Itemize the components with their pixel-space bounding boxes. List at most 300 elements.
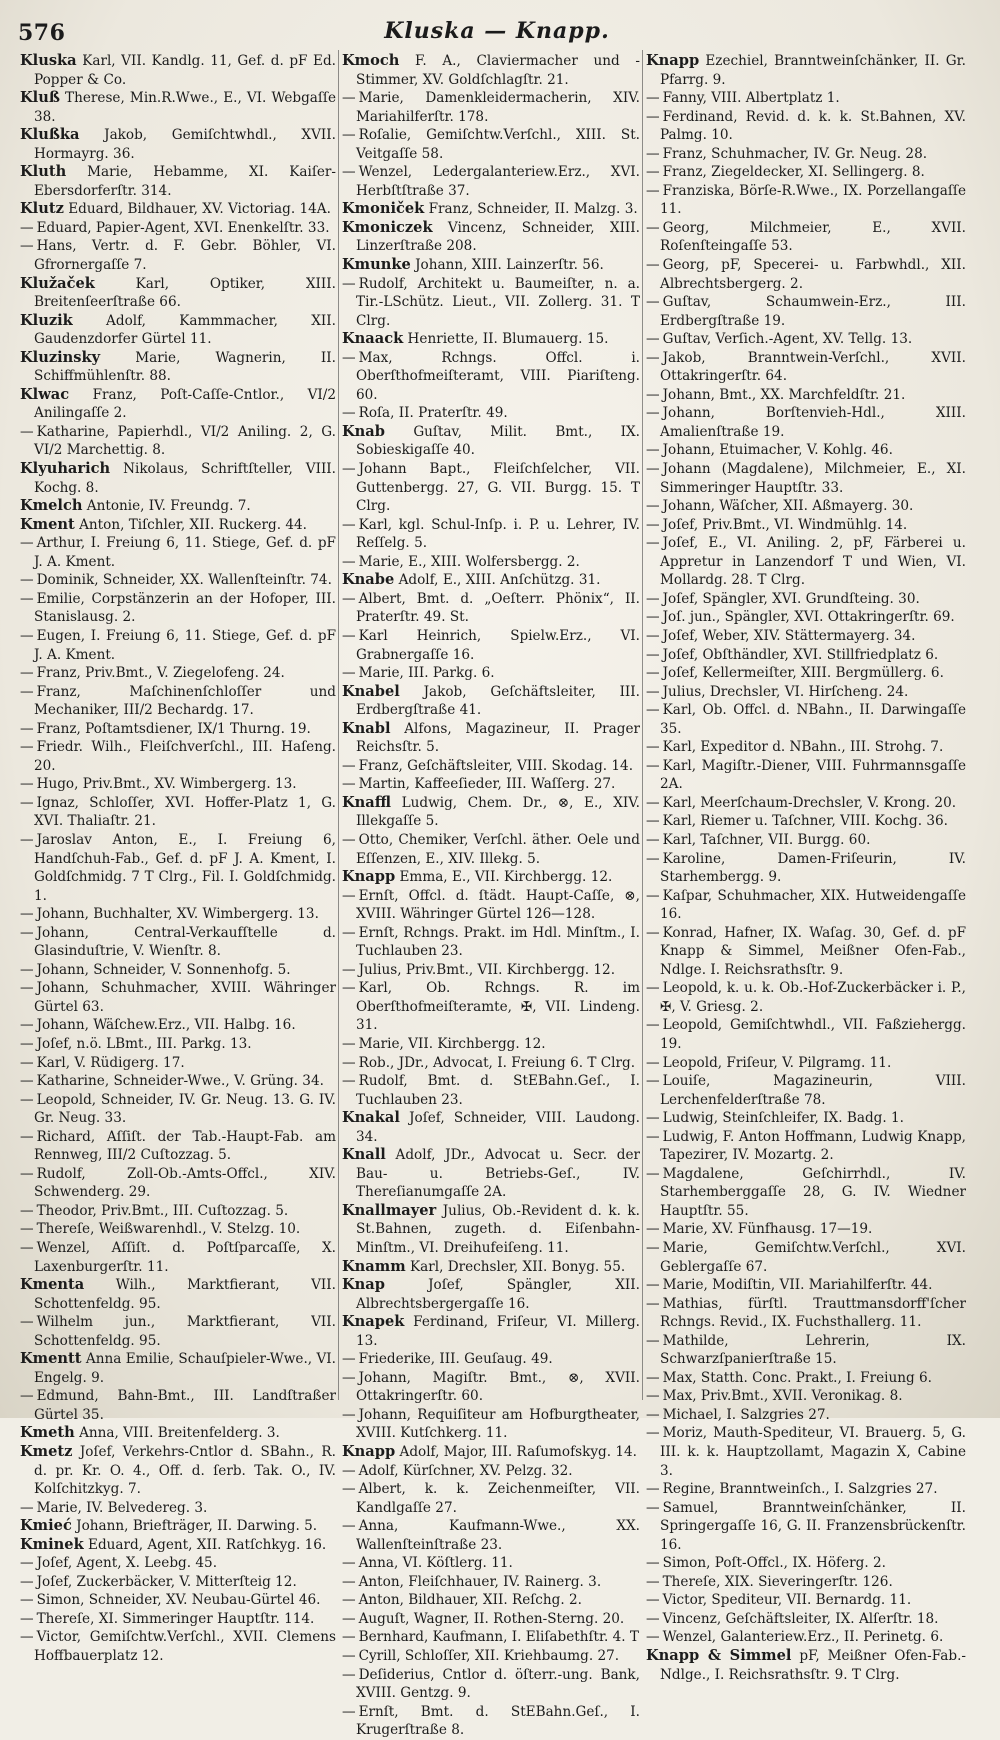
- entry-details: Johann, Requiſiteur am Hofburgtheater, XVIII. Kutſchkerg. 11.: [356, 1406, 640, 1442]
- entry-details: Franz, Geſchäftsleiter, VIII. Skodag. 14.: [358, 757, 634, 774]
- directory-entry: [342, 330, 640, 349]
- dash-marker: —: [646, 887, 660, 904]
- dash-marker: —: [342, 924, 356, 941]
- entry-details: Magdalene, Geſchirrhdl., IV. Starhemberggaſſe 28, G. IV. Wiedner Hauptſtr. 55.: [660, 1165, 966, 1219]
- directory-entry: [646, 664, 966, 683]
- entry-surname: Kluska: [20, 52, 77, 69]
- directory-entry: [20, 1387, 336, 1424]
- dash-marker: —: [20, 776, 34, 793]
- entry-details: Henriette, II. Blumauerg. 15.: [407, 331, 609, 348]
- directory-entry: [342, 1369, 640, 1406]
- entry-details: Guſtav, Milit. Bmt., IX. Sobieskigaſſe 40.: [356, 423, 640, 459]
- directory-entry: [342, 1628, 640, 1647]
- entry-details: Johann, Etuimacher, V. Kohlg. 46.: [662, 442, 893, 459]
- directory-entry: [646, 1128, 966, 1165]
- entry-details: Karl, Ob. Offcl. d. NBahn., II. Darwingaſſe 35.: [660, 702, 966, 737]
- entry-details: Anna, VI. Köſtlerg. 11.: [358, 1555, 513, 1572]
- entry-details: Joſef, Spängler, XII. Albrechtsbergergaſſe 16.: [356, 1277, 640, 1312]
- entry-details: Johann, Wäſcher, XII. Aßmayerg. 30.: [662, 498, 914, 515]
- dash-marker: —: [342, 1035, 356, 1052]
- dash-marker: —: [646, 1017, 660, 1034]
- entry-details: Julius, Drechsler, VI. Hirſcheng. 24.: [662, 683, 909, 700]
- directory-entry: [342, 1647, 640, 1666]
- dash-marker: —: [20, 1017, 34, 1034]
- entry-surname: Kluth: [20, 163, 67, 181]
- column-3: [646, 52, 967, 1683]
- entry-details: Bernhard, Kaufmann, I. Eliſabethſtr. 4. T: [358, 1629, 640, 1646]
- directory-entry: [342, 979, 640, 1035]
- entry-surname: Knaffl: [342, 793, 392, 811]
- entry-details: Simon, Poſt-Offcl., IX. Höferg. 2.: [662, 1555, 886, 1572]
- entry-details: Joſef, Schneider, VIII. Laudong. 34.: [356, 1110, 640, 1145]
- directory-entry: [20, 534, 336, 571]
- directory-entry: [342, 1443, 640, 1462]
- entry-details: Franz, Priv.Bmt., V. Ziegelofeng. 24.: [36, 665, 285, 682]
- entry-details: Wilh., Marktfierant, VII. Schottenfeldg. 95.: [34, 1277, 336, 1312]
- directory-entry: [646, 850, 966, 887]
- entry-details: Regine, Branntweinſch., I. Salzgries 27.: [662, 1481, 938, 1498]
- dash-marker: —: [342, 1518, 356, 1535]
- dash-marker: —: [342, 553, 356, 570]
- directory-entry: [342, 1554, 640, 1573]
- dash-marker: —: [646, 627, 660, 644]
- directory-entry: [342, 887, 640, 924]
- entry-details: Ernſt, Rchngs. Prakt. im Hdl. Minſtm., I. Tuchlauben 23.: [356, 924, 640, 960]
- entry-details: Adolf, E., XIII. Anſchützg. 31.: [398, 572, 601, 589]
- directory-entry: [20, 1016, 336, 1035]
- entry-details: Rob., JDr., Advocat, I. Freiung 6. T Clrg.: [358, 1054, 636, 1071]
- entry-surname: Kmentt: [20, 1350, 82, 1368]
- dash-marker: —: [646, 794, 660, 811]
- dash-marker: —: [646, 1406, 660, 1423]
- directory-entry: [646, 887, 966, 924]
- dash-marker: —: [646, 757, 660, 774]
- entry-surname: Kluzik: [20, 311, 73, 329]
- entry-details: Martin, Kaffeeſieder, III. Waſſerg. 27.: [358, 776, 616, 793]
- directory-entry: [20, 1091, 336, 1128]
- entry-details: Johann, Wäſchew.Erz., VII. Halbg. 16.: [36, 1017, 296, 1034]
- directory-entry: [342, 1054, 640, 1073]
- entry-details: Joſef, Zuckerbäcker, V. Mitterſteig 12.: [36, 1573, 297, 1590]
- directory-entry: [20, 1313, 336, 1350]
- entry-details: Franz, Poſtamtsdiener, IX/1 Thurng. 19.: [36, 720, 311, 737]
- dash-marker: —: [342, 1666, 356, 1683]
- entry-details: Jakob, Geſchäftsleiter, III. Erdbergſtraße 41.: [356, 683, 640, 719]
- dash-marker: —: [20, 1128, 34, 1145]
- dash-marker: —: [342, 1555, 356, 1572]
- directory-entry: [20, 1517, 336, 1536]
- dash-marker: —: [646, 1388, 660, 1405]
- directory-entry: [342, 868, 640, 887]
- directory-entry: [20, 1072, 336, 1091]
- directory-entry: [646, 794, 966, 813]
- directory-entry: [646, 89, 966, 108]
- dash-marker: —: [646, 108, 660, 125]
- dash-marker: —: [646, 739, 660, 756]
- directory-entry: [20, 497, 336, 516]
- dash-marker: —: [646, 498, 660, 515]
- entry-details: Marie, Damenkleidermacherin, XIV. Mariahilferſtr. 178.: [356, 90, 640, 125]
- entry-surname: Klwac: [20, 385, 70, 403]
- entry-details: Roſalie, Gemiſchtw.Verſchl., XIII. St. Veitgaſſe 58.: [356, 127, 640, 162]
- directory-entry: [20, 664, 336, 683]
- directory-entry: [20, 1424, 336, 1443]
- entry-details: Anna, VIII. Breitenfelderg. 3.: [79, 1425, 280, 1442]
- directory-entry: [342, 627, 640, 664]
- directory-entry: [20, 275, 336, 312]
- entry-details: Johann, Magiſtr. Bmt., ⊗, XVII. Ottakringerſtr. 60.: [356, 1369, 640, 1405]
- entry-details: Joſef, Weber, XIV. Stättermayerg. 34.: [662, 627, 916, 644]
- entry-details: Guſtav, Verſich.-Agent, XV. Tellg. 13.: [662, 331, 913, 348]
- directory-entry: [646, 683, 966, 702]
- directory-entry: [646, 145, 966, 164]
- entry-surname: Kment: [20, 515, 75, 533]
- directory-entry: [20, 1220, 336, 1239]
- entry-details: Rudolf, Architekt u. Baumeiſter, n. a. Tir.-LSchütz. Lieut., VII. Zollerg. 31. T Clrg.: [356, 275, 640, 329]
- entry-surname: Knap: [342, 1276, 385, 1294]
- entry-details: Emma, E., VII. Kirchbergg. 12.: [399, 869, 613, 886]
- directory-entry: [342, 1591, 640, 1610]
- directory-entry: [646, 1499, 966, 1555]
- entry-details: Franziska, Börſe-R.Wwe., IX. Porzellangaſſe 11.: [660, 182, 966, 218]
- directory-entry: [20, 961, 336, 980]
- dash-marker: —: [20, 1555, 34, 1572]
- column-2: [342, 52, 641, 1739]
- dash-marker: —: [342, 757, 356, 774]
- dash-marker: —: [646, 1610, 660, 1627]
- dash-marker: —: [20, 665, 34, 682]
- entry-details: Friedr. Wilh., Fleiſchverſchl., III. Haſeng. 20.: [34, 739, 336, 774]
- entry-surname: Kmeth: [20, 1424, 75, 1442]
- directory-entry: [20, 1573, 336, 1592]
- dash-marker: —: [646, 257, 660, 274]
- directory-entry: [20, 237, 336, 274]
- entry-details: Joſef, Spängler, XVI. Grundſteing. 30.: [662, 590, 920, 607]
- directory-entry: [20, 979, 336, 1016]
- dash-marker: —: [342, 461, 356, 478]
- entry-details: Katharine, Schneider-Wwe., V. Grüng. 34.: [36, 1073, 324, 1090]
- dash-marker: —: [20, 238, 34, 255]
- entry-surname: Kluß: [20, 89, 60, 107]
- entry-details: Victor, Gemiſchtw.Verſchl., XVII. Clemens Hoffbauerplatz 12.: [34, 1629, 336, 1665]
- directory-entry: [342, 1666, 640, 1703]
- entry-details: Fanny, VIII. Albertplatz 1.: [662, 90, 840, 107]
- directory-entry: [20, 1499, 336, 1518]
- directory-entry: [646, 108, 966, 145]
- dash-marker: —: [342, 1073, 356, 1090]
- dash-marker: —: [646, 850, 660, 867]
- entry-surname: Klyuharich: [20, 460, 111, 478]
- directory-entry: [20, 1610, 336, 1629]
- directory-entry: [20, 1554, 336, 1573]
- directory-entry: [342, 1573, 640, 1592]
- entry-surname: Knabe: [342, 571, 395, 589]
- directory-entry: [20, 1591, 336, 1610]
- directory-entry: [646, 812, 966, 831]
- directory-entry: [20, 571, 336, 590]
- directory-entry: [646, 516, 966, 535]
- entry-details: Theodor, Priv.Bmt., III. Cuſtozzag. 5.: [36, 1202, 289, 1219]
- dash-marker: —: [646, 831, 660, 848]
- directory-entry: [20, 720, 336, 739]
- directory-entry: [646, 1591, 966, 1610]
- directory-entry: [342, 219, 640, 256]
- dash-marker: —: [342, 1369, 356, 1386]
- entry-details: Franz, Schneider, II. Malzg. 3.: [428, 201, 638, 218]
- directory-entry: [646, 1406, 966, 1425]
- directory-entry: [20, 460, 336, 497]
- entry-details: Adolf, Kammmacher, XII. Gaudenzdorfer Gürtel 11.: [34, 312, 336, 348]
- entry-details: Adolf, Kürſchner, XV. Pelzg. 32.: [358, 1462, 573, 1479]
- entry-details: Anton, Bildhauer, XII. Reſchg. 2.: [358, 1592, 582, 1609]
- entry-details: Vincenz, Schneider, XIII. Linzerſtraße 208.: [356, 219, 640, 255]
- directory-entry: [342, 404, 640, 423]
- directory-entry: [646, 441, 966, 460]
- directory-entry: [646, 1573, 966, 1592]
- directory-entry: [20, 312, 336, 349]
- directory-entry: [342, 1035, 640, 1054]
- directory-entry: [646, 293, 966, 330]
- entry-details: Anton, Tiſchler, XII. Ruckerg. 44.: [79, 516, 307, 533]
- directory-entry: [342, 1202, 640, 1258]
- directory-entry: [20, 794, 336, 831]
- directory-entry: [646, 163, 966, 182]
- entry-details: Leopold, Friſeur, V. Pilgramg. 11.: [662, 1054, 892, 1071]
- entry-details: Victor, Spediteur, VII. Bernardg. 11.: [662, 1592, 912, 1609]
- dash-marker: —: [342, 516, 356, 533]
- entry-details: Joſef, Verkehrs-Cntlor d. SBahn., R. d. pr. Kr. O. 4., Off. d. ſerb. Tak. O., IV. Kolſchitzkyg. 7.: [34, 1444, 336, 1498]
- entry-details: Ferdinand, Revid. d. k. k. St.Bahnen, XV. Palmg. 10.: [660, 108, 966, 144]
- dash-marker: —: [20, 1573, 34, 1590]
- directory-entry: [646, 1647, 966, 1684]
- directory-entry: [646, 1554, 966, 1573]
- entry-details: Julius, Priv.Bmt., VII. Kirchbergg. 12.: [358, 961, 616, 978]
- entry-details: Kaſpar, Schuhmacher, XIX. Hutweidengaſſe 16.: [660, 887, 966, 923]
- entry-details: Thereſe, XI. Simmeringer Hauptſtr. 114.: [36, 1610, 315, 1627]
- directory-entry: [646, 1109, 966, 1128]
- entry-details: Marie, VII. Kirchbergg. 12.: [358, 1035, 546, 1052]
- entry-details: Max, Rchngs. Offcl. i. Oberſthofmeiſteramt, VIII. Piariſteng. 60.: [356, 349, 640, 403]
- entry-details: Marie, III. Parkg. 6.: [358, 665, 495, 682]
- entry-details: Moriz, Mauth-Spediteur, VI. Brauerg. 5, G. III. k. k. Hauptzollamt, Magazin X, Cabine 3.: [660, 1425, 966, 1479]
- dash-marker: —: [646, 294, 660, 311]
- entry-details: Johann (Magdalene), Milchmeier, E., XI. Simmeringer Hauptſtr. 33.: [660, 461, 966, 496]
- dash-marker: —: [646, 665, 660, 682]
- entry-details: Konrad, Hafner, IX. Waſag. 30, Gef. d. pF Knapp & Simmel, Meißner Ofen-Fab., Ndlge. I. Reichsrathsſtr. 9.: [660, 924, 966, 978]
- directory-entry: [342, 1703, 640, 1740]
- dash-marker: —: [646, 1054, 660, 1071]
- entry-details: Karl, V. Rüdigerg. 17.: [36, 1054, 185, 1071]
- entry-surname: Knapp: [342, 1443, 396, 1461]
- dash-marker: —: [342, 349, 356, 366]
- entry-details: Max, Priv.Bmt., XVII. Veronikag. 8.: [662, 1388, 903, 1405]
- dash-marker: —: [342, 1481, 356, 1498]
- directory-entry: [646, 646, 966, 665]
- dash-marker: —: [646, 164, 660, 181]
- directory-entry: [646, 219, 966, 256]
- entry-details: Franz, Maſchinenſchloſſer und Mechaniker, III/2 Bechardg. 17.: [34, 683, 336, 719]
- directory-entry: [342, 1406, 640, 1443]
- dash-marker: —: [646, 1499, 660, 1516]
- dash-marker: —: [20, 1240, 34, 1256]
- dash-marker: —: [646, 1425, 660, 1442]
- entry-details: Adolf, Major, III. Raſumofskyg. 14.: [399, 1444, 637, 1461]
- dash-marker: —: [646, 219, 660, 236]
- entry-details: Anna, Kaufmann-Wwe., XX. Wallenſteinſtraße 23.: [356, 1518, 640, 1553]
- entry-details: Leopold, Gemiſchtwhdl., VII. Faßziehergg. 19.: [660, 1017, 966, 1052]
- dash-marker: —: [646, 924, 660, 941]
- dash-marker: —: [646, 535, 660, 552]
- entry-details: Eduard, Bildhauer, XV. Victoriag. 14A.: [68, 201, 331, 218]
- directory-entry: [646, 738, 966, 757]
- directory-entry: [20, 924, 336, 961]
- directory-entry: [646, 1276, 966, 1295]
- dash-marker: —: [646, 702, 660, 719]
- directory-entry: [342, 775, 640, 794]
- dash-marker: —: [342, 405, 356, 422]
- dash-marker: —: [20, 1035, 34, 1052]
- directory-entry: [20, 1165, 336, 1202]
- directory-entry: [20, 1035, 336, 1054]
- directory-entry: [20, 1443, 336, 1499]
- entry-surname: Kminek: [20, 1535, 84, 1553]
- dash-marker: —: [646, 980, 660, 997]
- directory-entry: [646, 757, 966, 794]
- directory-entry: [646, 979, 966, 1016]
- directory-entry: [646, 1165, 966, 1221]
- directory-entry: [342, 275, 640, 331]
- entry-details: Eugen, I. Freiung 6, 11. Stiege, Gef. d. pF J. A. Kment.: [34, 627, 336, 663]
- entry-details: Johann Bapt., Fleiſchſelcher, VII. Guttenbergg. 27, G. VII. Burgg. 15. T Clrg.: [356, 461, 640, 515]
- entry-surname: Knaack: [342, 330, 404, 348]
- entry-details: Albert, k. k. Zeichenmeiſter, VII. Kandlgaſſe 27.: [356, 1481, 640, 1516]
- entry-details: Simon, Schneider, XV. Neubau-Gürtel 46.: [36, 1592, 321, 1609]
- dash-marker: —: [646, 683, 660, 700]
- directory-entry: [20, 1536, 336, 1555]
- dash-marker: —: [20, 627, 34, 644]
- entry-details: Wilhelm jun., Marktfierant, VII. Schottenfeldg. 95.: [34, 1314, 336, 1349]
- dash-marker: —: [20, 1073, 34, 1090]
- dash-marker: —: [20, 535, 34, 552]
- entry-details: Ezechiel, Branntweinſchänker, II. Gr. Pfarrg. 9.: [660, 53, 966, 88]
- entry-details: Johann, Borſtenvieh-Hdl., XIII. Amalienſtraße 19.: [660, 405, 966, 440]
- entry-details: Michael, I. Salzgries 27.: [662, 1406, 830, 1423]
- entry-details: Hans, Vertr. d. F. Gebr. Böhler, VI. Gfrornergaſſe 7.: [34, 238, 336, 274]
- directory-entry: [20, 1628, 336, 1665]
- entry-surname: Knall: [342, 1146, 386, 1164]
- dash-marker: —: [646, 609, 660, 626]
- entry-details: Samuel, Branntweinſchänker, II. Springergaſſe 16, G. II. Franzensbrückenſtr. 16.: [660, 1499, 966, 1553]
- directory-entry: [342, 1350, 640, 1369]
- dash-marker: —: [20, 906, 34, 923]
- entry-details: Johann, Central-Verkaufſtelle d. Glasinduſtrie, V. Wienſtr. 8.: [34, 924, 336, 960]
- dash-marker: —: [646, 516, 660, 533]
- entry-details: F. A., Claviermacher und -Stimmer, XV. Goldſchlagſtr. 21.: [356, 53, 640, 88]
- entry-surname: Knab: [342, 422, 385, 440]
- entry-surname: Klutz: [20, 200, 64, 218]
- entry-details: Karl, Riemer u. Taſchner, VIII. Kochg. 36.: [662, 813, 948, 830]
- entry-details: Marie, XV. Fünfhausg. 17—19.: [662, 1221, 873, 1238]
- entry-details: Marie, Modiſtin, VII. Mariahilferſtr. 44.: [662, 1277, 933, 1294]
- entry-details: Johann, Schneider, V. Sonnenhofg. 5.: [36, 961, 291, 978]
- dash-marker: —: [646, 90, 660, 107]
- dash-marker: —: [342, 1054, 356, 1071]
- entry-surname: Knallmayer: [342, 1201, 437, 1219]
- entry-details: Adolf, JDr., Advocat u. Secr. der Bau- u. Betriebs-Geſ., IV. Thereſianumgaſſe 2A.: [356, 1147, 640, 1201]
- entry-details: Karl, VII. Kandlg. 11, Gef. d. pF Ed. Popper & Co.: [34, 53, 336, 88]
- directory-entry: [646, 534, 966, 590]
- entry-details: Karl, Drechsler, XII. Bonyg. 55.: [409, 1258, 626, 1275]
- entry-details: Albert, Bmt. d. „Oeſterr. Phönix“, II. Praterſtr. 49. St.: [356, 590, 640, 626]
- entry-details: Karl, Taſchner, VII. Burgg. 60.: [662, 831, 871, 848]
- directory-entry: [646, 701, 966, 738]
- entry-surname: Klužaček: [20, 274, 95, 292]
- entry-surname: Kmunke: [342, 256, 411, 274]
- column-1: [20, 52, 336, 1665]
- dash-marker: —: [646, 1555, 660, 1572]
- dash-marker: —: [20, 1388, 34, 1405]
- entry-details: Cyrill, Schloſſer, XII. Kriehbaumg. 27.: [358, 1648, 620, 1665]
- entry-surname: Knamm: [342, 1257, 406, 1275]
- entry-surname: Kluzinsky: [20, 348, 101, 366]
- entry-details: Julius, Ob.-Revident d. k. k. St.Bahnen, zugeth. d. Eiſenbahn-Minſtm., VI. Dreihufeiſeng. 11.: [356, 1202, 640, 1256]
- entry-details: Joſef, E., VI. Aniling. 2, pF, Färberei u. Appretur in Lanzendorf T und Wien, VI. Mollardg. 28. T Clrg.: [660, 535, 966, 589]
- dash-marker: —: [646, 182, 660, 199]
- entry-details: Ignaz, Schloſſer, XVI. Hoffer-Platz 1, G. XVI. Thaliaſtr. 21.: [34, 794, 336, 830]
- dash-marker: —: [342, 776, 356, 793]
- dash-marker: —: [646, 1573, 660, 1590]
- entry-details: Ludwig, F. Anton Hoffmann, Ludwig Knapp, Tapezirer, IV. Mozartg. 2.: [660, 1128, 966, 1164]
- entry-details: pF, Meißner Ofen-Fab.-Ndlge., I. Reichsrathsſtr. 9. T Clrg.: [660, 1648, 967, 1683]
- dash-marker: —: [342, 831, 356, 848]
- entry-details: Deſiderius, Cntlor d. öſterr.-ung. Bank, XVIII. Gentzg. 9.: [356, 1666, 640, 1702]
- dash-marker: —: [20, 961, 34, 978]
- entry-details: Vincenz, Geſchäftsleiter, IX. Alſerſtr. 18.: [662, 1610, 939, 1627]
- entry-details: Marie, Gemiſchtw.Verſchl., XVI. Geblergaſſe 67.: [660, 1240, 966, 1275]
- directory-entry: [20, 163, 336, 200]
- directory-entry: [646, 1239, 966, 1276]
- column-divider: [642, 50, 643, 1400]
- directory-entry: [646, 1332, 966, 1369]
- directory-entry: [646, 627, 966, 646]
- dash-marker: —: [646, 331, 660, 348]
- entry-surname: Kmetz: [20, 1443, 73, 1461]
- dash-marker: —: [342, 1573, 356, 1590]
- dash-marker: —: [646, 461, 660, 478]
- directory-entry: [342, 1146, 640, 1202]
- dash-marker: —: [342, 1351, 356, 1368]
- entry-surname: Klußka: [20, 126, 80, 144]
- entry-details: Ferdinand, Friſeur, VI. Millerg. 13.: [356, 1314, 640, 1349]
- directory-entry: [342, 720, 640, 757]
- entry-details: Karoline, Damen-Friſeurin, IV. Starhembergg. 9.: [660, 850, 966, 886]
- entry-details: Arthur, I. Freiung 6, 11. Stiege, Gef. d. pF J. A. Kment.: [34, 535, 336, 570]
- dash-marker: —: [342, 1406, 356, 1423]
- entry-surname: Knapp & Simmel: [646, 1647, 792, 1665]
- directory-entry: [342, 831, 640, 868]
- directory-entry: [646, 1220, 966, 1239]
- dash-marker: —: [646, 1592, 660, 1609]
- dash-marker: —: [20, 572, 34, 589]
- entry-details: Leopold, k. u. k. Ob.-Hof-Zuckerbäcker i. P., ✠, V. Griesg. 2.: [660, 980, 966, 1015]
- dash-marker: —: [646, 1369, 660, 1386]
- dash-marker: —: [20, 1202, 34, 1219]
- entry-details: Max, Statth. Conc. Prakt., I. Freiung 6.: [662, 1369, 932, 1386]
- entry-details: Auguſt, Wagner, II. Rothen-Sterng. 20.: [358, 1610, 625, 1627]
- directory-entry: [342, 1276, 640, 1313]
- directory-entry: [342, 664, 640, 683]
- entry-details: Franz, Ziegeldecker, XI. Sellingerg. 8.: [662, 164, 925, 181]
